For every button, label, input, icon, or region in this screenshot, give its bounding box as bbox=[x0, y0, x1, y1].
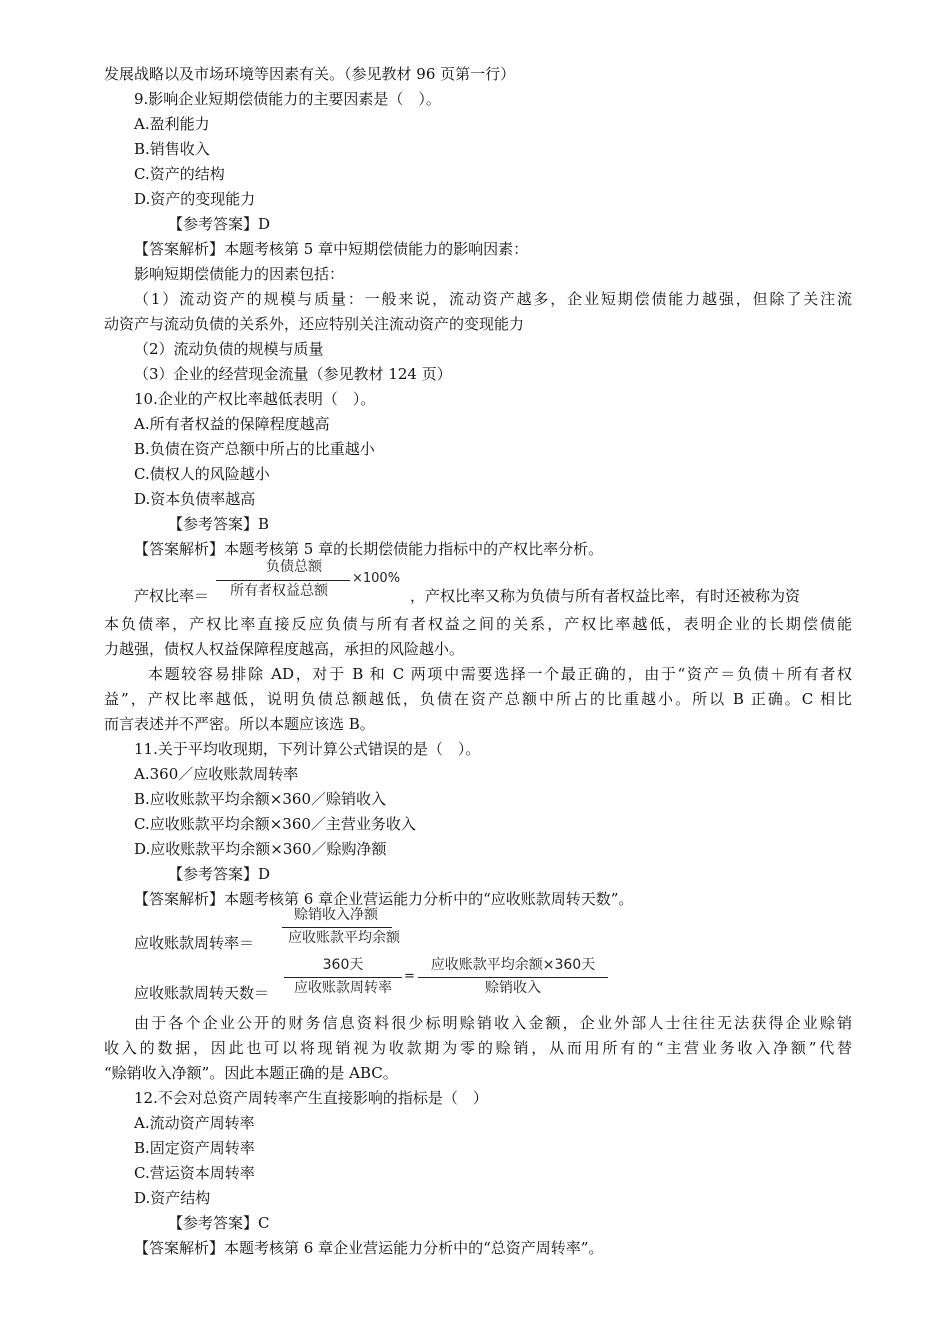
explanation-line: 由于各个企业公开的财务信息资料很少标明赊销收入金额，企业外部人士往往无法获得企业赊销 bbox=[134, 1014, 852, 1032]
explanation-line: 益”，产权比率越低，说明负债总额越低，负债在资产总额中所占的比重越小。所以 B 正确。C 相比 bbox=[104, 690, 852, 708]
explanation-line: 本负债率，产权比率直接反应负债与所有者权益之间的关系，产权比率越低，表明企业的长期偿债能 bbox=[104, 615, 852, 633]
option-b: B.销售收入 bbox=[134, 140, 210, 158]
question-11: 11.关于平均收现期，下列计算公式错误的是（ ）。 bbox=[134, 740, 481, 758]
fraction-bar bbox=[282, 927, 392, 928]
option-d: D.资产的变现能力 bbox=[134, 190, 256, 208]
reference-answer: 【参考答案】B bbox=[168, 515, 270, 533]
reference-answer: 【参考答案】D bbox=[168, 865, 271, 883]
option-c: C.营运资本周转率 bbox=[134, 1164, 255, 1182]
explanation-line: 收入的数据，因此也可以将现销视为收款期为零的赊销，从而用所有的“主营业务收入净额”代替 bbox=[104, 1039, 852, 1057]
explanation-line: ，产权比率又称为负债与所有者权益比率，有时还被称为资 bbox=[410, 587, 801, 605]
explanation-line: 力越强，债权人权益保障程度越高，承担的风险越小。 bbox=[104, 640, 465, 658]
fraction-bar bbox=[418, 977, 608, 978]
explanation-line: “赊销收入净额”。因此本题正确的是 ABC。 bbox=[104, 1064, 398, 1082]
formula-numerator: 应收账款平均余额×360天 bbox=[430, 957, 596, 973]
option-b: B.固定资产周转率 bbox=[134, 1139, 255, 1157]
formula-denominator: 应收账款平均余额 bbox=[288, 930, 400, 946]
formula-numerator: 360天 bbox=[322, 957, 364, 973]
option-c: C.资产的结构 bbox=[134, 165, 225, 183]
explanation-line: （3）企业的经营现金流量（参见教材 124 页） bbox=[134, 365, 452, 383]
fraction-bar bbox=[284, 977, 402, 978]
question-12: 12.不会对总资产周转率产生直接影响的指标是（ ） bbox=[134, 1089, 488, 1107]
option-c: C.应收账款平均余额×360／主营业务收入 bbox=[134, 815, 416, 833]
option-b: B.负债在资产总额中所占的比重越小 bbox=[134, 440, 375, 458]
option-a: A.盈利能力 bbox=[134, 115, 210, 133]
explanation-line: 动资产与流动负债的关系外，还应特别关注流动资产的变现能力 bbox=[104, 315, 525, 333]
answer-explanation: 【答案解析】本题考核第 6 章企业营运能力分析中的“总资产周转率”。 bbox=[134, 1239, 604, 1257]
equals-sign: = bbox=[404, 969, 415, 984]
formula-label: 产权比率＝ bbox=[134, 587, 210, 605]
answer-explanation: 【答案解析】本题考核第 5 章中短期偿债能力的影响因素： bbox=[134, 240, 529, 258]
option-b: B.应收账款平均余额×360／赊销收入 bbox=[134, 790, 386, 808]
question-10: 10.企业的产权比率越低表明（ ）。 bbox=[134, 390, 376, 408]
question-9: 9.影响企业短期偿债能力的主要因素是（ ）。 bbox=[134, 90, 441, 108]
formula-label: 应收账款周转率＝ bbox=[134, 934, 255, 952]
paragraph-line: 发展战略以及市场环境等因素有关。（参见教材 96 页第一行） bbox=[104, 65, 516, 83]
option-d: D.应收账款平均余额×360／赊购净额 bbox=[134, 840, 387, 858]
answer-explanation: 【答案解析】本题考核第 6 章企业营运能力分析中的“应收账款周转天数”。 bbox=[134, 890, 634, 908]
formula-denominator: 赊销收入 bbox=[485, 980, 541, 996]
option-d: D.资产结构 bbox=[134, 1189, 211, 1207]
explanation-line: （1）流动资产的规模与质量：一般来说，流动资产越多，企业短期偿债能力越强，但除了关注流 bbox=[134, 290, 852, 308]
formula-numerator: 负债总额 bbox=[266, 559, 322, 575]
fraction-bar bbox=[216, 580, 350, 581]
formula-multiplier: ×100% bbox=[352, 571, 401, 586]
formula-denominator: 应收账款周转率 bbox=[294, 980, 392, 996]
option-d: D.资本负债率越高 bbox=[134, 490, 256, 508]
reference-answer: 【参考答案】C bbox=[168, 1214, 270, 1232]
explanation-line: 而言表述并不严密。所以本题应该选 B。 bbox=[104, 715, 375, 733]
explanation-line: 影响短期偿债能力的因素包括： bbox=[134, 265, 345, 283]
explanation-line: （2）流动负债的规模与质量 bbox=[134, 340, 324, 358]
formula-denominator: 所有者权益总额 bbox=[230, 583, 328, 599]
answer-explanation: 【答案解析】本题考核第 5 章的长期偿债能力指标中的产权比率分析。 bbox=[134, 540, 604, 558]
option-a: A.所有者权益的保障程度越高 bbox=[134, 415, 330, 433]
option-a: A.流动资产周转率 bbox=[134, 1114, 255, 1132]
explanation-line: 本题较容易排除 AD，对于 B 和 C 两项中需要选择一个最正确的，由于“资产＝负债＋所有者权 bbox=[148, 665, 852, 683]
reference-answer: 【参考答案】D bbox=[168, 215, 271, 233]
formula-label: 应收账款周转天数＝ bbox=[134, 984, 270, 1002]
option-a: A.360／应收账款周转率 bbox=[134, 765, 299, 783]
formula-numerator: 赊销收入净额 bbox=[294, 907, 378, 923]
option-c: C.债权人的风险越小 bbox=[134, 465, 270, 483]
